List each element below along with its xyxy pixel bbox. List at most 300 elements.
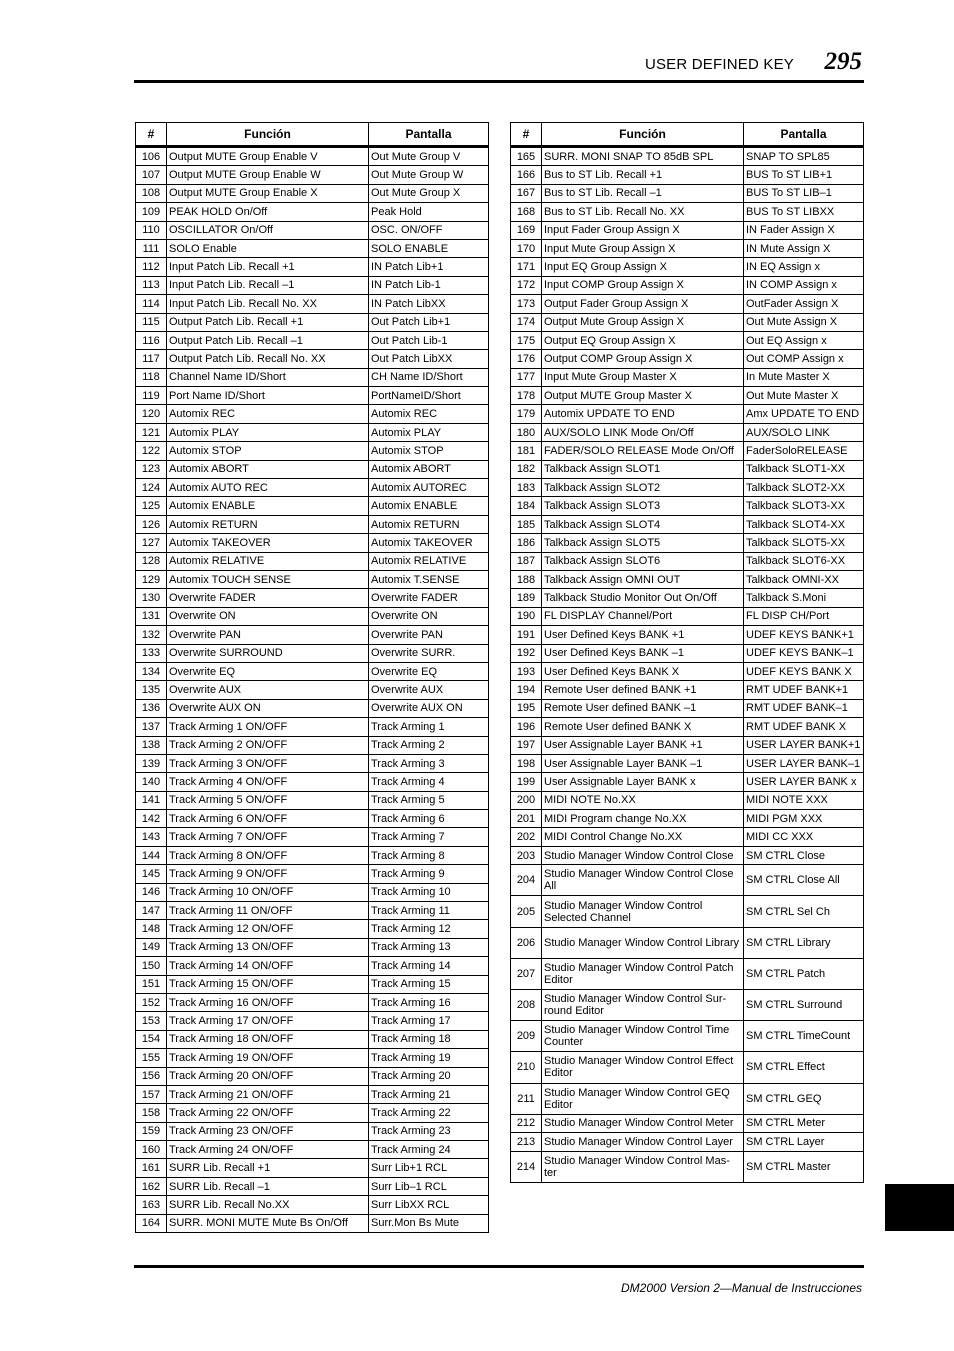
- cell-display: Surr LibXX RCL: [369, 1196, 489, 1214]
- cell-display: IN Fader Assign X: [744, 221, 864, 239]
- section-title: USER DEFINED KEY: [644, 56, 794, 73]
- cell-display: IN Patch LibXX: [369, 295, 489, 313]
- cell-function: Track Arming 4 ON/OFF: [167, 773, 369, 791]
- cell-function: Input Fader Group Assign X: [542, 221, 744, 239]
- cell-display: PortNameID/Short: [369, 387, 489, 405]
- table-row: [136, 626, 489, 644]
- table-row: [511, 534, 864, 552]
- cell-num: 145: [136, 865, 167, 883]
- table-row: [511, 423, 864, 441]
- cell-num: 203: [511, 846, 542, 864]
- cell-function: Talkback Assign SLOT4: [542, 515, 744, 533]
- cell-display: Track Arming 2: [369, 736, 489, 754]
- table-row: [511, 828, 864, 846]
- table-row: [511, 203, 864, 221]
- cell-function: Output COMP Group Assign X: [542, 350, 744, 368]
- cell-display: MIDI PGM XXX: [744, 810, 864, 828]
- cell-display: Automix T.SENSE: [369, 570, 489, 588]
- table-row: [511, 644, 864, 662]
- cell-display: Overwrite SURR.: [369, 644, 489, 662]
- cell-display: RMT UDEF BANK+1: [744, 681, 864, 699]
- table-row: [136, 607, 489, 625]
- cell-display: Track Arming 24: [369, 1141, 489, 1159]
- table-row: [136, 331, 489, 349]
- cell-num: 194: [511, 681, 542, 699]
- cell-display: Out Patch Lib-1: [369, 331, 489, 349]
- cell-display: Overwrite AUX ON: [369, 699, 489, 717]
- cell-num: 154: [136, 1030, 167, 1048]
- table-row: [511, 331, 864, 349]
- cell-num: 209: [511, 1021, 542, 1052]
- cell-function: SOLO Enable: [167, 239, 369, 257]
- table-row: [511, 350, 864, 368]
- cell-display: FaderSoloRELEASE: [744, 442, 864, 460]
- cell-function: Output Mute Group Assign X: [542, 313, 744, 331]
- table-row: [511, 927, 864, 958]
- cell-num: 211: [511, 1083, 542, 1114]
- cell-function: Track Arming 5 ON/OFF: [167, 791, 369, 809]
- cell-function: Output MUTE Group Enable X: [167, 184, 369, 202]
- function-table-right: [510, 122, 864, 1183]
- cell-function: Studio Manager Window Control Library: [542, 927, 744, 958]
- cell-display: Out COMP Assign x: [744, 350, 864, 368]
- table-row: [136, 387, 489, 405]
- cell-num: 124: [136, 479, 167, 497]
- cell-num: 172: [511, 276, 542, 294]
- table-row: [136, 1159, 489, 1177]
- cell-display: Out Patch Lib+1: [369, 313, 489, 331]
- cell-function: Automix PLAY: [167, 423, 369, 441]
- cell-function: Track Arming 20 ON/OFF: [167, 1067, 369, 1085]
- table-row: [136, 938, 489, 956]
- cell-function: Bus to ST Lib. Recall No. XX: [542, 203, 744, 221]
- cell-num: 164: [136, 1214, 167, 1232]
- table-row: [511, 479, 864, 497]
- cell-num: 176: [511, 350, 542, 368]
- cell-num: 109: [136, 203, 167, 221]
- cell-function: Track Arming 10 ON/OFF: [167, 883, 369, 901]
- column-header-display: Pantalla: [369, 123, 489, 147]
- cell-num: 186: [511, 534, 542, 552]
- cell-display: SM CTRL GEQ: [744, 1083, 864, 1114]
- cell-function: Output Patch Lib. Recall –1: [167, 331, 369, 349]
- cell-function: MIDI NOTE No.XX: [542, 791, 744, 809]
- table-row: [136, 1085, 489, 1103]
- cell-num: 193: [511, 662, 542, 680]
- cell-num: 130: [136, 589, 167, 607]
- table-row: [136, 1030, 489, 1048]
- cell-display: Track Arming 21: [369, 1085, 489, 1103]
- table-row: [511, 1151, 864, 1182]
- cell-display: IN EQ Assign x: [744, 258, 864, 276]
- cell-num: 107: [136, 166, 167, 184]
- cell-num: 179: [511, 405, 542, 423]
- table-body-right: [511, 147, 864, 1183]
- cell-display: SOLO ENABLE: [369, 239, 489, 257]
- cell-num: 118: [136, 368, 167, 386]
- table-row: [136, 497, 489, 515]
- cell-function: Studio Manager Window Control Sur-round Editor: [542, 989, 744, 1020]
- cell-display: OutFader Assign X: [744, 295, 864, 313]
- cell-function: Automix AUTO REC: [167, 479, 369, 497]
- table-row: [511, 295, 864, 313]
- cell-display: Track Arming 9: [369, 865, 489, 883]
- cell-num: 158: [136, 1104, 167, 1122]
- cell-function: Studio Manager Window Control Effect Editor: [542, 1052, 744, 1083]
- cell-display: Track Arming 16: [369, 993, 489, 1011]
- cell-function: Overwrite PAN: [167, 626, 369, 644]
- cell-display: SM CTRL Surround: [744, 989, 864, 1020]
- table-row: [511, 460, 864, 478]
- table-row: [136, 791, 489, 809]
- cell-num: 108: [136, 184, 167, 202]
- cell-function: Automix STOP: [167, 442, 369, 460]
- table-row: [511, 810, 864, 828]
- table-row: [136, 552, 489, 570]
- cell-display: SM CTRL TimeCount: [744, 1021, 864, 1052]
- table-row: [136, 1141, 489, 1159]
- cell-num: 206: [511, 927, 542, 958]
- cell-function: Remote User defined BANK X: [542, 718, 744, 736]
- table-row: [136, 828, 489, 846]
- cell-function: OSCILLATOR On/Off: [167, 221, 369, 239]
- table-row: [511, 239, 864, 257]
- cell-function: Track Arming 6 ON/OFF: [167, 810, 369, 828]
- table-row: [136, 295, 489, 313]
- cell-display: BUS To ST LIB+1: [744, 166, 864, 184]
- cell-display: Automix RETURN: [369, 515, 489, 533]
- cell-function: Talkback Assign SLOT2: [542, 479, 744, 497]
- cell-function: Studio Manager Window Control Layer: [542, 1133, 744, 1151]
- cell-function: SURR. MONI MUTE Mute Bs On/Off: [167, 1214, 369, 1232]
- cell-display: Overwrite ON: [369, 607, 489, 625]
- cell-num: 214: [511, 1151, 542, 1182]
- cell-function: User Defined Keys BANK X: [542, 662, 744, 680]
- table-row: [136, 736, 489, 754]
- cell-display: Track Arming 10: [369, 883, 489, 901]
- cell-display: SNAP TO SPL85: [744, 147, 864, 166]
- table-row: [511, 958, 864, 989]
- cell-function: User Assignable Layer BANK +1: [542, 736, 744, 754]
- cell-num: 123: [136, 460, 167, 478]
- cell-num: 202: [511, 828, 542, 846]
- cell-display: Overwrite PAN: [369, 626, 489, 644]
- cell-display: Track Arming 6: [369, 810, 489, 828]
- cell-display: Amx UPDATE TO END: [744, 405, 864, 423]
- table-row: [136, 350, 489, 368]
- cell-num: 126: [136, 515, 167, 533]
- cell-num: 156: [136, 1067, 167, 1085]
- cell-function: Automix TAKEOVER: [167, 534, 369, 552]
- cell-display: RMT UDEF BANK X: [744, 718, 864, 736]
- cell-display: AUX/SOLO LINK: [744, 423, 864, 441]
- table-row: [136, 1104, 489, 1122]
- cell-function: Input Mute Group Master X: [542, 368, 744, 386]
- cell-num: 116: [136, 331, 167, 349]
- table-row: [136, 754, 489, 772]
- table-row: [511, 147, 864, 166]
- table-row: [136, 203, 489, 221]
- cell-display: Track Arming 7: [369, 828, 489, 846]
- cell-function: Track Arming 13 ON/OFF: [167, 938, 369, 956]
- table-row: [136, 846, 489, 864]
- cell-display: IN Mute Assign X: [744, 239, 864, 257]
- column-header-num: #: [511, 123, 542, 147]
- cell-display: Automix RELATIVE: [369, 552, 489, 570]
- table-row: [511, 258, 864, 276]
- table-row: [511, 405, 864, 423]
- cell-num: 133: [136, 644, 167, 662]
- cell-display: UDEF KEYS BANK+1: [744, 626, 864, 644]
- table-row: [136, 479, 489, 497]
- table-row: [511, 736, 864, 754]
- cell-num: 155: [136, 1049, 167, 1067]
- cell-function: Studio Manager Window Control Mas-ter: [542, 1151, 744, 1182]
- cell-display: Overwrite AUX: [369, 681, 489, 699]
- table-row: [511, 754, 864, 772]
- cell-display: Overwrite FADER: [369, 589, 489, 607]
- cell-num: 163: [136, 1196, 167, 1214]
- cell-num: 122: [136, 442, 167, 460]
- table-row: [136, 662, 489, 680]
- table-row: [511, 552, 864, 570]
- table-row: [136, 957, 489, 975]
- cell-function: Talkback Assign SLOT3: [542, 497, 744, 515]
- table-row: [136, 865, 489, 883]
- cell-function: Automix UPDATE TO END: [542, 405, 744, 423]
- table-row: [136, 221, 489, 239]
- table-row: [136, 1214, 489, 1232]
- cell-function: Overwrite AUX ON: [167, 699, 369, 717]
- cell-function: Talkback Assign SLOT6: [542, 552, 744, 570]
- cell-function: Output EQ Group Assign X: [542, 331, 744, 349]
- cell-function: SURR Lib. Recall –1: [167, 1177, 369, 1195]
- cell-function: Track Arming 14 ON/OFF: [167, 957, 369, 975]
- cell-num: 134: [136, 662, 167, 680]
- table-row: [136, 1067, 489, 1085]
- cell-function: Track Arming 24 ON/OFF: [167, 1141, 369, 1159]
- cell-function: AUX/SOLO LINK Mode On/Off: [542, 423, 744, 441]
- table-row: [136, 570, 489, 588]
- cell-num: 208: [511, 989, 542, 1020]
- cell-display: UDEF KEYS BANK X: [744, 662, 864, 680]
- cell-num: 205: [511, 896, 542, 927]
- cell-num: 169: [511, 221, 542, 239]
- table-row: [136, 773, 489, 791]
- cell-num: 198: [511, 754, 542, 772]
- cell-num: 191: [511, 626, 542, 644]
- cell-function: User Defined Keys BANK –1: [542, 644, 744, 662]
- cell-num: 210: [511, 1052, 542, 1083]
- table-row: [511, 387, 864, 405]
- cell-function: Output Patch Lib. Recall +1: [167, 313, 369, 331]
- table-row: [511, 1133, 864, 1151]
- cell-function: Overwrite AUX: [167, 681, 369, 699]
- column-header-num: #: [136, 123, 167, 147]
- table-row: [511, 589, 864, 607]
- cell-display: IN COMP Assign x: [744, 276, 864, 294]
- cell-display: Out Mute Group W: [369, 166, 489, 184]
- table-row: [511, 1083, 864, 1114]
- cell-function: Studio Manager Window Control Meter: [542, 1114, 744, 1132]
- cell-num: 136: [136, 699, 167, 717]
- cell-function: MIDI Control Change No.XX: [542, 828, 744, 846]
- cell-function: Track Arming 21 ON/OFF: [167, 1085, 369, 1103]
- cell-num: 188: [511, 570, 542, 588]
- cell-function: Bus to ST Lib. Recall +1: [542, 166, 744, 184]
- cell-num: 111: [136, 239, 167, 257]
- cell-function: Track Arming 8 ON/OFF: [167, 846, 369, 864]
- cell-function: Studio Manager Window Control GEQ Editor: [542, 1083, 744, 1114]
- cell-display: Track Arming 8: [369, 846, 489, 864]
- cell-num: 167: [511, 184, 542, 202]
- cell-function: Automix REC: [167, 405, 369, 423]
- cell-function: Talkback Assign OMNI OUT: [542, 570, 744, 588]
- cell-display: SM CTRL Library: [744, 927, 864, 958]
- cell-function: Track Arming 9 ON/OFF: [167, 865, 369, 883]
- table-row: [136, 920, 489, 938]
- table-row: [136, 460, 489, 478]
- cell-display: Automix STOP: [369, 442, 489, 460]
- cell-display: Track Arming 17: [369, 1012, 489, 1030]
- cell-display: OSC. ON/OFF: [369, 221, 489, 239]
- cell-function: Track Arming 18 ON/OFF: [167, 1030, 369, 1048]
- cell-num: 178: [511, 387, 542, 405]
- cell-num: 119: [136, 387, 167, 405]
- cell-num: 166: [511, 166, 542, 184]
- cell-display: Talkback SLOT2-XX: [744, 479, 864, 497]
- cell-display: BUS To ST LIB–1: [744, 184, 864, 202]
- cell-display: SM CTRL Close: [744, 846, 864, 864]
- table-row: [136, 442, 489, 460]
- table-row: [136, 1196, 489, 1214]
- cell-num: 143: [136, 828, 167, 846]
- cell-num: 177: [511, 368, 542, 386]
- table-row: [136, 166, 489, 184]
- cell-num: 132: [136, 626, 167, 644]
- cell-display: SM CTRL Patch: [744, 958, 864, 989]
- cell-display: IN Patch Lib-1: [369, 276, 489, 294]
- cell-display: SM CTRL Effect: [744, 1052, 864, 1083]
- cell-num: 120: [136, 405, 167, 423]
- cell-num: 141: [136, 791, 167, 809]
- cell-function: Track Arming 1 ON/OFF: [167, 718, 369, 736]
- cell-function: User Defined Keys BANK +1: [542, 626, 744, 644]
- cell-function: Talkback Assign SLOT1: [542, 460, 744, 478]
- cell-display: Track Arming 14: [369, 957, 489, 975]
- cell-display: Track Arming 11: [369, 902, 489, 920]
- cell-display: SM CTRL Meter: [744, 1114, 864, 1132]
- cell-num: 201: [511, 810, 542, 828]
- cell-function: Talkback Assign SLOT5: [542, 534, 744, 552]
- table-row: [136, 515, 489, 533]
- cell-display: UDEF KEYS BANK–1: [744, 644, 864, 662]
- cell-function: SURR Lib. Recall +1: [167, 1159, 369, 1177]
- cell-display: Automix TAKEOVER: [369, 534, 489, 552]
- cell-display: USER LAYER BANK–1: [744, 754, 864, 772]
- cell-display: Track Arming 18: [369, 1030, 489, 1048]
- cell-function: User Assignable Layer BANK –1: [542, 754, 744, 772]
- cell-num: 115: [136, 313, 167, 331]
- column-header-function: Función: [542, 123, 744, 147]
- cell-num: 197: [511, 736, 542, 754]
- cell-num: 185: [511, 515, 542, 533]
- cell-display: SM CTRL Layer: [744, 1133, 864, 1151]
- cell-function: SURR Lib. Recall No.XX: [167, 1196, 369, 1214]
- cell-function: Overwrite FADER: [167, 589, 369, 607]
- cell-function: Output MUTE Group Enable W: [167, 166, 369, 184]
- cell-function: Automix TOUCH SENSE: [167, 570, 369, 588]
- cell-display: USER LAYER BANK x: [744, 773, 864, 791]
- table-row: [136, 258, 489, 276]
- cell-display: Track Arming 19: [369, 1049, 489, 1067]
- cell-num: 117: [136, 350, 167, 368]
- cell-num: 128: [136, 552, 167, 570]
- cell-display: Track Arming 23: [369, 1122, 489, 1140]
- cell-display: In Mute Master X: [744, 368, 864, 386]
- cell-display: MIDI CC XXX: [744, 828, 864, 846]
- page-number: 295: [824, 48, 862, 75]
- table-row: [136, 902, 489, 920]
- cell-display: Track Arming 1: [369, 718, 489, 736]
- cell-display: Talkback SLOT5-XX: [744, 534, 864, 552]
- table-row: [136, 810, 489, 828]
- cell-num: 207: [511, 958, 542, 989]
- cell-display: BUS To ST LIBXX: [744, 203, 864, 221]
- cell-num: 106: [136, 147, 167, 166]
- table-row: [511, 515, 864, 533]
- table-row: [136, 1122, 489, 1140]
- cell-function: Track Arming 17 ON/OFF: [167, 1012, 369, 1030]
- table-row: [511, 846, 864, 864]
- cell-function: Input Mute Group Assign X: [542, 239, 744, 257]
- cell-num: 183: [511, 479, 542, 497]
- cell-num: 127: [136, 534, 167, 552]
- cell-display: SM CTRL Close All: [744, 865, 864, 896]
- cell-display: FL DISP CH/Port: [744, 607, 864, 625]
- cell-num: 170: [511, 239, 542, 257]
- cell-function: Overwrite ON: [167, 607, 369, 625]
- cell-num: 152: [136, 993, 167, 1011]
- table-row: [511, 313, 864, 331]
- table-row: [511, 896, 864, 927]
- cell-num: 199: [511, 773, 542, 791]
- cell-num: 212: [511, 1114, 542, 1132]
- cell-function: Track Arming 22 ON/OFF: [167, 1104, 369, 1122]
- cell-num: 159: [136, 1122, 167, 1140]
- cell-display: Track Arming 12: [369, 920, 489, 938]
- cell-function: Track Arming 2 ON/OFF: [167, 736, 369, 754]
- table-row: [511, 1021, 864, 1052]
- cell-num: 187: [511, 552, 542, 570]
- cell-display: SM CTRL Master: [744, 1151, 864, 1182]
- table-row: [511, 607, 864, 625]
- cell-function: Track Arming 15 ON/OFF: [167, 975, 369, 993]
- cell-display: Out Mute Group X: [369, 184, 489, 202]
- cell-display: Automix REC: [369, 405, 489, 423]
- table-row: [136, 699, 489, 717]
- cell-display: Talkback SLOT6-XX: [744, 552, 864, 570]
- table-row: [136, 1012, 489, 1030]
- cell-display: Automix ABORT: [369, 460, 489, 478]
- cell-num: 129: [136, 570, 167, 588]
- table-row: [511, 368, 864, 386]
- table-row: [136, 147, 489, 166]
- cell-display: Talkback SLOT3-XX: [744, 497, 864, 515]
- cell-display: Surr.Mon Bs Mute: [369, 1214, 489, 1232]
- table-row: [511, 442, 864, 460]
- cell-function: Track Arming 3 ON/OFF: [167, 754, 369, 772]
